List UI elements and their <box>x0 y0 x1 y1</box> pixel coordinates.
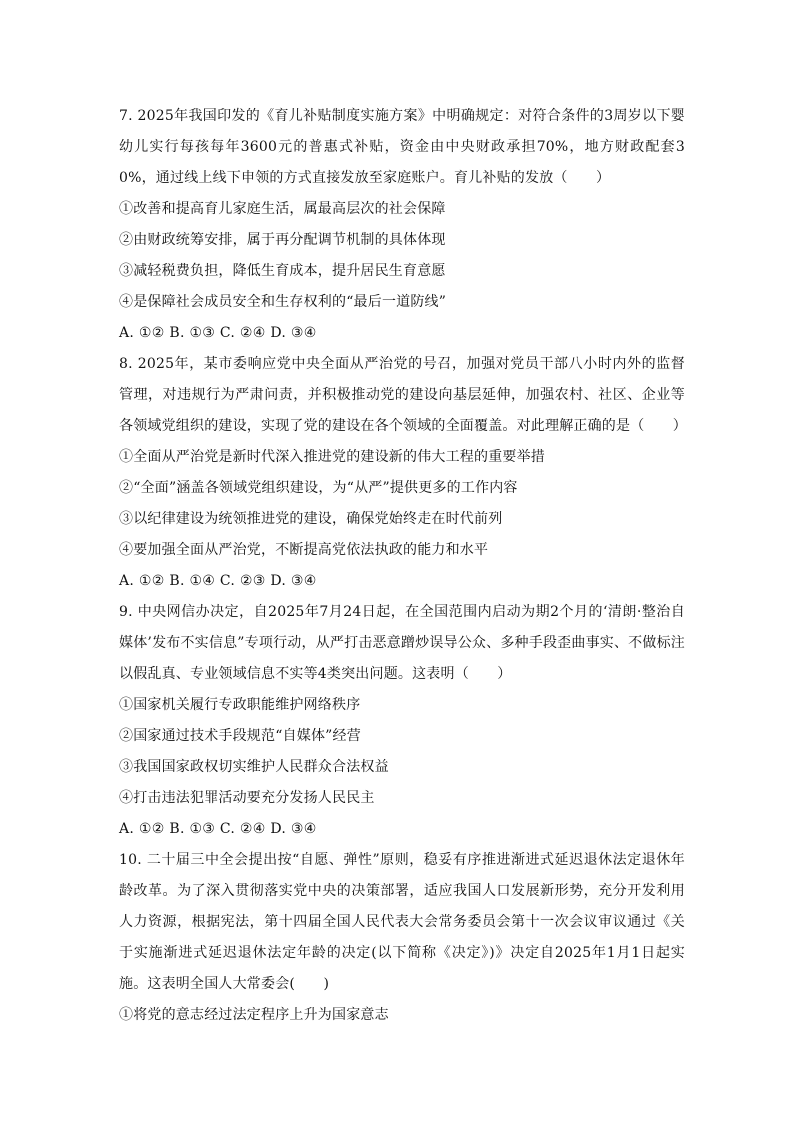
option-2: ②由财政统筹安排，属于再分配调节机制的具体体现 <box>119 232 446 248</box>
exam-page <box>119 101 685 1031</box>
option-3: ③减轻税费负担，降低生育成本，提升居民生育意愿 <box>119 263 446 279</box>
question-8 <box>119 349 685 597</box>
option-4: ④是保障社会成员安全和生存权利的“最后一道防线” <box>119 294 447 310</box>
answer-choices: A. ①② B. ①③ C. ②④ D. ③④ <box>119 821 317 837</box>
question-9 <box>119 597 685 845</box>
question-stem: 10. 二十届三中全会提出按“自愿、弹性”原则，稳妥有序推进渐进式延迟退休法定退休年龄改革。为了深入贯彻落实党中央的决策部署，适应我国人口发展新形势，充分开发利用人力资源，根据宪法，第十四届全国人民代表大会常务委员会第十一次会议审议通过《关于实施渐进式延迟退休法定年龄的决定(以下简称《决定》)》决定自2025年1月1日起实施。这表明全国人大常委会( ) <box>119 852 685 992</box>
option-1: ①将党的意志经过法定程序上升为国家意志 <box>119 1007 389 1023</box>
answer-choices: A. ①② B. ①③ C. ②④ D. ③④ <box>119 325 317 341</box>
question-stem: 7. 2025年我国印发的《育儿补贴制度实施方案》中明确规定：对符合条件的3周岁以下婴幼儿实行每孩每年3600元的普惠式补贴，资金由中央财政承担70%，地方财政配套30%，通过线上线下申领的方式直接发放至家庭账户。育儿补贴的发放（ ） <box>119 108 685 186</box>
question-stem: 8. 2025年，某市委响应党中央全面从严治党的号召，加强对党员干部八小时内外的监督管理，对违规行为严肃问责，并积极推动党的建设向基层延伸，加强农村、社区、企业等各领域党组织的建设，实现了党的建设在各个领域的全面覆盖。对此理解正确的是（ ） <box>119 356 687 434</box>
question-10 <box>119 845 685 1031</box>
option-1: ①全面从严治党是新时代深入推进党的建设新的伟大工程的重要举措 <box>119 449 545 465</box>
option-4: ④要加强全面从严治党，不断提高党依法执政的能力和水平 <box>119 542 489 558</box>
answer-choices: A. ①② B. ①④ C. ②③ D. ③④ <box>119 573 317 589</box>
option-2: ②国家通过技术手段规范“自媒体”经营 <box>119 728 361 744</box>
option-1: ①国家机关履行专政职能维护网络秩序 <box>119 697 361 713</box>
question-7 <box>119 101 685 349</box>
question-stem: 9. 中央网信办决定，自2025年7月24日起，在全国范围内启动为期2个月的‘清朗·整治自媒体’发布不实信息”专项行动，从严打击恶意蹭炒误导公众、多种手段歪曲事实、不做标注以假乱真、专业领域信息不实等4类突出问题。这表明（ ） <box>119 604 685 682</box>
option-1: ①改善和提高育儿家庭生活，属最高层次的社会保障 <box>119 201 446 217</box>
option-3: ③以纪律建设为统领推进党的建设，确保党始终走在时代前列 <box>119 511 503 527</box>
option-3: ③我国国家政权切实维护人民群众合法权益 <box>119 759 389 775</box>
option-2: ②“全面”涵盖各领域党组织建设，为“从严”提供更多的工作内容 <box>119 480 518 496</box>
option-4: ④打击违法犯罪活动要充分发扬人民民主 <box>119 790 375 806</box>
